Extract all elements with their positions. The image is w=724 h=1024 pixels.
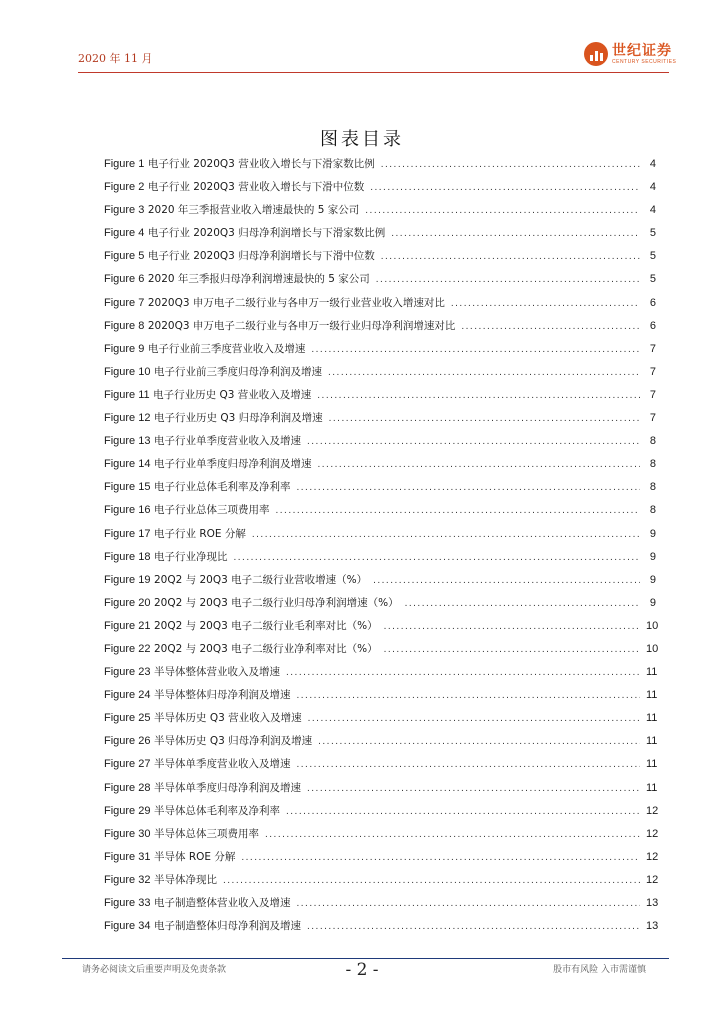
toc-entry[interactable] [104,918,659,941]
toc-entry-leader-dots [405,598,640,609]
toc-entry-figure-number: Figure 21 [104,619,151,632]
toc-entry-figure-number: Figure 12 [104,412,151,425]
toc-entry-figure-number: Figure 26 [104,735,151,748]
toc-title: 图表目录 [320,129,404,150]
toc-entry[interactable] [104,410,656,433]
toc-entry-leader-dots [308,713,640,724]
toc-entry-leader-dots [381,251,640,262]
toc-entry-figure-number: Figure 11 [104,388,150,401]
toc-entry[interactable] [104,341,656,364]
toc-entry-page: 7 [649,388,656,401]
toc-entry-title: 半导体整体营业收入及增速 [153,666,280,679]
toc-list [104,156,659,941]
toc-entry-page: 8 [649,481,656,494]
toc-entry-title: 电子行业历史 Q3 归母净利润及增速 [153,412,323,425]
toc-entry-page: 12 [646,827,659,840]
toc-entry-page: 11 [646,781,658,794]
toc-entry-page: 10 [646,619,659,632]
toc-entry-leader-dots [311,344,640,355]
toc-entry-title: 电子行业总体三项费用率 [153,504,270,517]
toc-entry[interactable] [104,849,659,872]
toc-entry-leader-dots [365,205,640,216]
toc-entry-figure-number: Figure 5 [104,250,145,263]
toc-entry-figure-number: Figure 1 [104,158,145,170]
toc-entry-leader-dots [233,552,640,563]
toc-entry-leader-dots [318,736,640,747]
toc-entry-figure-number: Figure 32 [104,873,151,886]
toc-entry-leader-dots [307,436,640,447]
toc-entry-leader-dots [286,806,640,817]
toc-entry-leader-dots [296,690,640,701]
toc-entry-leader-dots [391,228,640,239]
toc-entry-title: 电子行业总体毛利率及净利率 [153,481,291,494]
toc-entry-title: 半导体 ROE 分解 [153,850,236,863]
toc-entry-page: 11 [646,758,658,771]
toc-entry[interactable] [104,318,656,341]
toc-entry-leader-dots [376,274,640,285]
toc-entry-leader-dots [451,298,640,309]
toc-entry-leader-dots [296,482,640,493]
toc-entry-title: 2020Q3 申万电子二级行业与各申万一级行业归母净利润增速对比 [147,319,456,332]
toc-entry-title: 电子行业前三季度营业收入及增速 [147,342,306,355]
toc-entry-figure-number: Figure 29 [104,804,151,817]
toc-entry[interactable] [104,826,659,849]
toc-entry[interactable] [104,872,659,895]
toc-entry-leader-dots [307,921,640,932]
toc-entry-page: 8 [649,458,656,471]
toc-entry-figure-number: Figure 24 [104,689,151,702]
toc-entry-page: 6 [649,296,656,309]
toc-entry[interactable] [104,756,656,779]
toc-entry-title: 半导体历史 Q3 营业收入及增速 [153,712,302,725]
toc-entry-figure-number: Figure 20 [104,596,151,609]
header-date: 2020 年 11 月 [78,52,153,65]
toc-entry-figure-number: Figure 18 [104,550,151,563]
toc-entry-leader-dots [373,575,640,586]
toc-entry-figure-number: Figure 33 [104,897,151,909]
toc-entry-leader-dots [370,182,640,193]
footer-disclaimer: 请务必阅读文后重要声明及免责条款 [82,965,227,975]
toc-entry-title: 20Q2 与 20Q3 电子二级行业归母净利润增速（%） [153,596,399,609]
toc-entry-page: 11 [646,712,658,725]
toc-entry-title: 电子行业历史 Q3 营业收入及增速 [153,388,312,401]
toc-entry-page: 4 [649,204,656,217]
toc-entry-title: 2020Q3 申万电子二级行业与各申万一级行业营业收入增速对比 [147,296,445,309]
toc-entry-figure-number: Figure 9 [104,342,145,355]
toc-entry-figure-number: Figure 4 [104,227,145,240]
logo-icon [584,42,608,66]
toc-entry-page: 4 [649,181,656,194]
toc-entry-page: 13 [646,920,659,933]
toc-entry[interactable] [104,710,656,733]
toc-entry-title: 电子行业 2020Q3 营业收入增长与下滑中位数 [147,181,365,194]
toc-entry-figure-number: Figure 7 [104,296,145,309]
toc-entry-page: 11 [646,735,658,748]
toc-entry-page: 13 [646,897,659,909]
toc-entry-figure-number: Figure 14 [104,458,151,471]
footer-risk-warning: 股市有风险 入市需谨慎 [553,965,646,975]
toc-entry-leader-dots [296,759,640,770]
toc-entry-figure-number: Figure 30 [104,827,151,840]
toc-entry-leader-dots [328,367,640,378]
toc-entry-title: 电子行业 2020Q3 营业收入增长与下滑家数比例 [147,158,375,170]
toc-entry-figure-number: Figure 25 [104,712,151,725]
toc-entry[interactable] [104,641,659,664]
toc-entry[interactable] [104,387,656,410]
toc-entry[interactable] [104,664,656,687]
toc-entry-leader-dots [329,413,640,424]
logo-name-en: CENTURY SECURITIES [612,58,677,65]
toc-entry-title: 电子行业 ROE 分解 [153,527,246,540]
toc-entry-figure-number: Figure 13 [104,435,151,448]
toc-entry-page: 12 [646,804,659,817]
toc-entry[interactable] [104,364,656,387]
toc-entry[interactable] [104,156,656,179]
toc-entry-figure-number: Figure 15 [104,481,151,494]
toc-entry-figure-number: Figure 19 [104,573,151,586]
toc-entry-figure-number: Figure 28 [104,781,151,794]
toc-entry-title: 半导体单季度营业收入及增速 [153,758,291,771]
toc-entry-page: 10 [646,642,659,655]
toc-entry-leader-dots [223,875,640,886]
toc-entry-page: 11 [646,689,658,702]
toc-entry[interactable] [104,456,656,479]
header-divider [78,72,669,73]
toc-entry-title: 电子制造整体归母净利润及增速 [153,920,301,933]
toc-entry-figure-number: Figure 6 [104,273,145,286]
toc-entry-page: 8 [649,435,656,448]
toc-entry-page: 5 [649,227,656,240]
toc-entry-title: 半导体净现比 [153,873,217,886]
toc-entry-leader-dots [241,852,640,863]
toc-entry-leader-dots [384,644,640,655]
toc-entry[interactable] [104,295,656,318]
toc-entry-leader-dots [384,621,640,632]
toc-entry-title: 电子行业前三季度归母净利润及增速 [153,365,322,378]
toc-entry-page: 9 [649,550,656,563]
toc-entry-leader-dots [296,898,640,909]
toc-entry-leader-dots [317,390,640,401]
toc-entry-leader-dots [381,159,640,170]
page-number: - 2 - [345,960,379,980]
toc-entry-title: 半导体总体三项费用率 [153,827,259,840]
toc-entry-title: 半导体总体毛利率及净利率 [153,804,280,817]
toc-entry-title: 电子行业单季度归母净利润及增速 [153,458,312,471]
toc-entry[interactable] [104,479,656,502]
toc-entry[interactable] [104,526,656,549]
toc-entry-title: 半导体单季度归母净利润及增速 [153,781,301,794]
toc-entry-figure-number: Figure 27 [104,758,151,771]
toc-entry-figure-number: Figure 3 [104,204,145,217]
toc-entry-figure-number: Figure 17 [104,527,151,540]
toc-entry[interactable] [104,895,659,918]
toc-entry[interactable] [104,618,659,641]
toc-entry-page: 7 [649,412,656,425]
toc-entry-title: 20Q2 与 20Q3 电子二级行业毛利率对比（%） [153,619,378,632]
toc-entry-leader-dots [275,505,640,516]
toc-entry-figure-number: Figure 16 [104,504,151,517]
toc-entry-page: 5 [649,273,656,286]
toc-entry-leader-dots [307,783,640,794]
toc-entry-figure-number: Figure 31 [104,850,151,863]
logo-name-cn: 世纪证券 [612,42,672,59]
toc-entry[interactable] [104,271,656,294]
toc-entry-title: 2020 年三季报营业收入增速最快的 5 家公司 [147,204,360,217]
toc-entry-page: 9 [649,596,656,609]
toc-entry[interactable] [104,502,656,525]
toc-entry-figure-number: Figure 10 [104,365,151,378]
toc-entry-title: 电子行业单季度营业收入及增速 [153,435,301,448]
toc-entry-figure-number: Figure 34 [104,920,151,933]
toc-entry-title: 电子行业 2020Q3 归母净利润增长与下滑家数比例 [147,227,386,240]
toc-entry-title: 半导体整体归母净利润及增速 [153,689,291,702]
toc-entry[interactable] [104,595,656,618]
toc-entry-leader-dots [286,667,640,678]
toc-entry-title: 电子制造整体营业收入及增速 [153,897,291,909]
toc-entry-page: 11 [646,666,658,679]
toc-entry[interactable] [104,248,656,271]
toc-entry-page: 6 [649,319,656,332]
toc-entry-figure-number: Figure 22 [104,642,151,655]
toc-entry-page: 9 [649,573,656,586]
toc-entry-title: 2020 年三季报归母净利润增速最快的 5 家公司 [147,273,370,286]
toc-entry[interactable] [104,803,659,826]
toc-entry-page: 7 [649,342,656,355]
toc-entry-leader-dots [252,529,640,540]
toc-entry-figure-number: Figure 8 [104,319,145,332]
toc-entry[interactable] [104,733,656,756]
toc-entry-page: 12 [646,850,659,863]
toc-entry-page: 12 [646,873,659,886]
toc-entry-leader-dots [265,829,640,840]
toc-entry-page: 8 [649,504,656,517]
toc-entry[interactable] [104,433,656,456]
toc-entry[interactable] [104,202,656,225]
toc-entry-figure-number: Figure 2 [104,181,145,194]
toc-entry-page: 5 [649,250,656,263]
toc-entry-title: 20Q2 与 20Q3 电子二级行业净利率对比（%） [153,642,378,655]
company-logo [584,40,676,68]
toc-entry-page: 9 [649,527,656,540]
toc-entry-title: 电子行业 2020Q3 归母净利润增长与下滑中位数 [147,250,375,263]
toc-entry-leader-dots [461,321,640,332]
toc-entry[interactable] [104,225,656,248]
toc-entry-figure-number: Figure 23 [104,666,151,679]
toc-entry[interactable] [104,179,656,202]
toc-entry[interactable] [104,780,656,803]
footer-divider [62,958,669,959]
toc-entry-title: 电子行业净现比 [153,550,228,563]
toc-entry-title: 半导体历史 Q3 归母净利润及增速 [153,735,313,748]
toc-entry[interactable] [104,687,656,710]
toc-entry-page: 7 [649,365,656,378]
toc-entry-page: 4 [649,158,656,170]
toc-entry-leader-dots [317,459,640,470]
toc-entry[interactable] [104,572,656,595]
toc-entry[interactable] [104,549,656,572]
toc-entry-title: 20Q2 与 20Q3 电子二级行业营收增速（%） [153,573,368,586]
